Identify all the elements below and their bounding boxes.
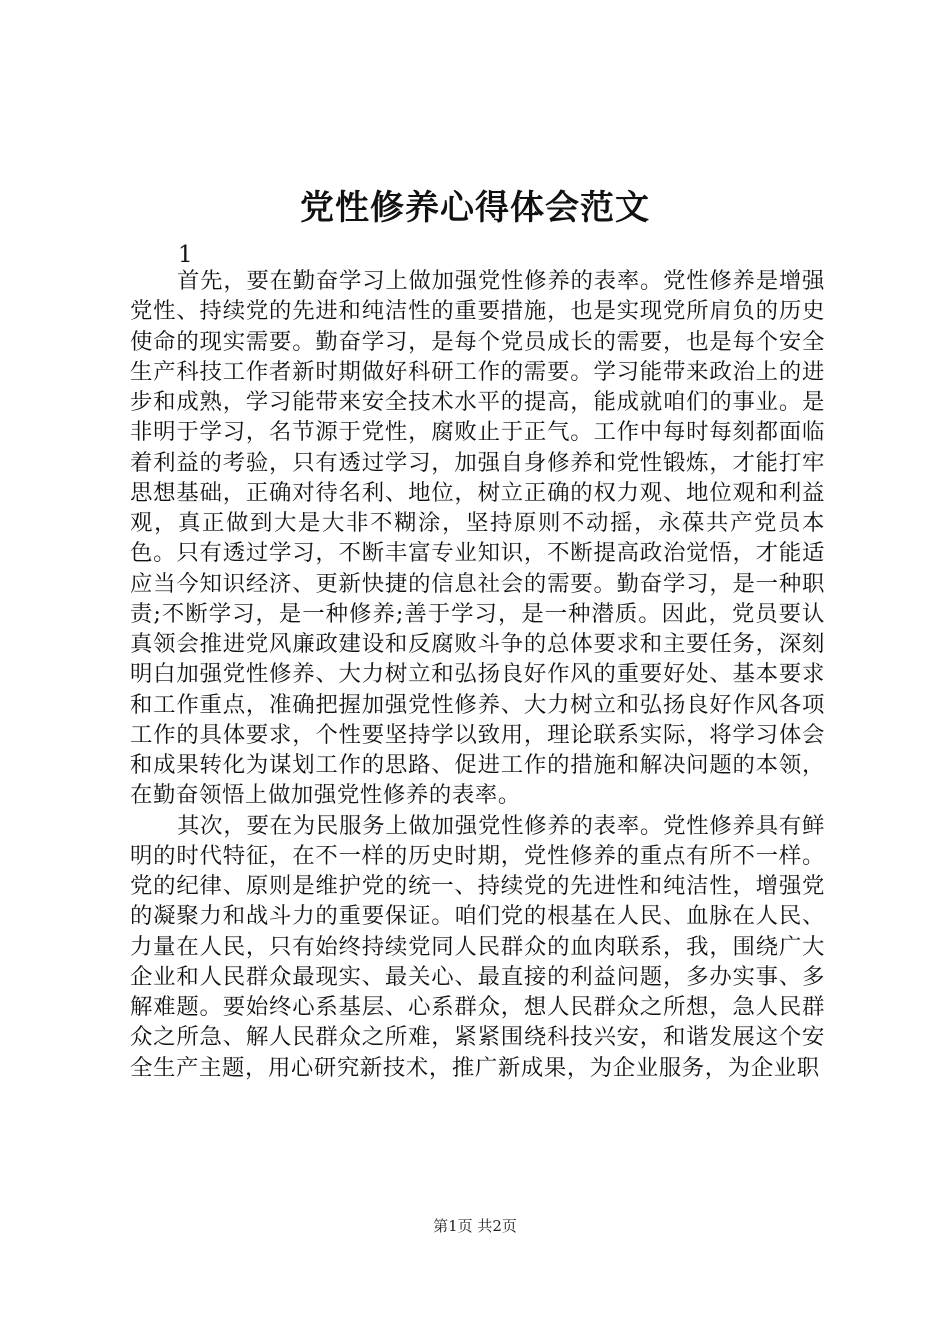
section-number: 1 bbox=[178, 242, 193, 268]
paragraph-service: 其次，要在为民服务上做加强党性修养的表率。党性修养具有鲜明的时代特征，在不一样的历史时期，党性修养的重点有所不一样。党的纪律、原则是维护党的统一、持续党的先进性和纯洁性，增强党的凝聚力和战斗力的重要保证。咱们党的根基在人民、血脉在人民、力量在人民，只有始终持续党同人民群众的血肉联系，我，围绕广大企业和人民群众最现实、最关心、最直接的利益问题，多办实事、多解难题。要始终心系基层、心系群众，想人民群众之所想，急人民群众之所急、解人民群众之所难，紧紧围绕科技兴安，和谐发展这个安全生产主题，用心研究新技术，推广新成果，为企业服务，为企业职 bbox=[130, 812, 825, 1081]
page-footer: 第1页 共2页 bbox=[433, 1217, 517, 1235]
document-title: 党性修养心得体会范文 bbox=[300, 188, 650, 228]
paragraph-study: 首先，要在勤奋学习上做加强党性修养的表率。党性修养是增强党性、持续党的先进和纯洁性的重要措施，也是实现党所肩负的历史使命的现实需要。勤奋学习，是每个党员成长的需要，也是每个安全生产科技工作者新时期做好科研工作的需要。学习能带来政治上的进步和成熟，学习能带来安全技术水平的提高，能成就咱们的事业。是非明于学习，名节源于党性，腐败止于正气。工作中每时每刻都面临着利益的考验，只有透过学习，加强自身修养和党性锻炼，才能打牢思想基础，正确对待名利、地位，树立正确的权力观、地位观和利益观，真正做到大是大非不糊涂，坚持原则不动摇，永葆共产党员本色。只有透过学习，不断丰富专业知识，不断提高政治觉悟，才能适应当今知识经济、更新快捷的信息社会的需要。勤奋学习，是一种职责;不断学习，是一种修养;善于学习，是一种潜质。因此，党员要认真领会推进党风廉政建设和反腐败斗争的总体要求和主要任务，深刻明白加强党性修养、大力树立和弘扬良好作风的重要好处、基本要求和工作重点，准确把握加强党性修养、大力树立和弘扬良好作风各项工作的具体要求，个性要坚持学以致用，理论联系实际，将学习体会和成果转化为谋划工作的思路、促进工作的措施和解决问题的本领，在勤奋领悟上做加强党性修养的表率。 bbox=[130, 268, 825, 809]
document-body bbox=[130, 266, 825, 1083]
